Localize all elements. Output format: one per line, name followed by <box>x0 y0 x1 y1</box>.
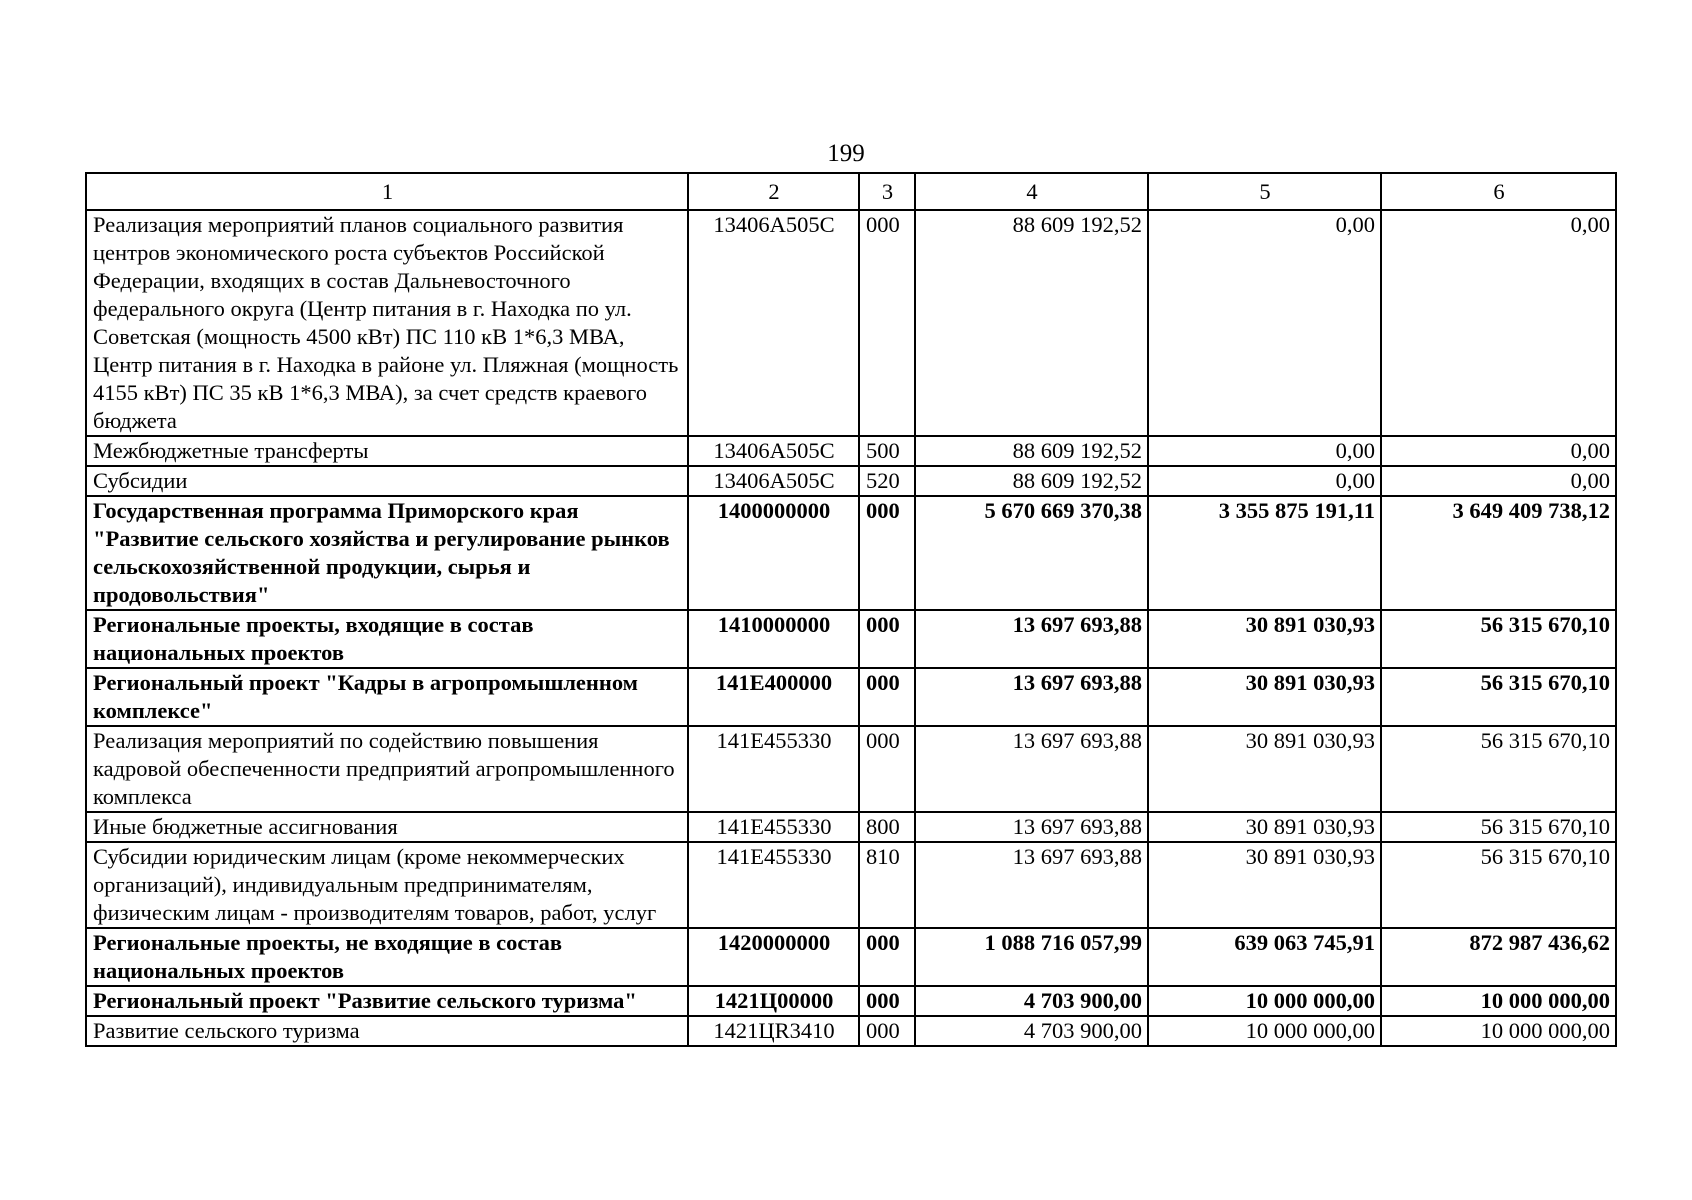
row-kind: 000 <box>859 726 915 812</box>
table-row <box>86 668 1616 726</box>
row-value-5: 0,00 <box>1148 466 1381 496</box>
row-value-4: 88 609 192,52 <box>915 466 1148 496</box>
row-name: Межбюджетные трансферты <box>86 436 688 466</box>
row-code: 141Е455330 <box>688 812 859 842</box>
row-kind: 000 <box>859 210 915 436</box>
column-header-1: 1 <box>86 173 688 210</box>
row-value-4: 88 609 192,52 <box>915 210 1148 436</box>
row-code: 141Е455330 <box>688 842 859 928</box>
row-value-6: 872 987 436,62 <box>1381 928 1616 986</box>
table-row <box>86 812 1616 842</box>
row-value-6: 0,00 <box>1381 210 1616 436</box>
row-code: 1421Ц00000 <box>688 986 859 1016</box>
row-code: 141Е400000 <box>688 668 859 726</box>
row-value-4: 13 697 693,88 <box>915 812 1148 842</box>
row-code: 1420000000 <box>688 928 859 986</box>
row-value-6: 0,00 <box>1381 436 1616 466</box>
budget-table <box>85 172 1617 1047</box>
column-header-3: 3 <box>859 173 915 210</box>
row-value-6: 56 315 670,10 <box>1381 610 1616 668</box>
row-code: 141Е455330 <box>688 726 859 812</box>
table-row <box>86 986 1616 1016</box>
row-kind: 000 <box>859 928 915 986</box>
row-kind: 500 <box>859 436 915 466</box>
row-value-6: 56 315 670,10 <box>1381 726 1616 812</box>
row-name: Государственная программа Приморского края "Развитие сельского хозяйства и регулирование рынков сельскохозяйственной продукции, сырья и продовольствия" <box>86 496 688 610</box>
table-row <box>86 210 1616 436</box>
row-value-5: 30 891 030,93 <box>1148 668 1381 726</box>
row-kind: 000 <box>859 668 915 726</box>
row-value-5: 639 063 745,91 <box>1148 928 1381 986</box>
row-value-4: 5 670 669 370,38 <box>915 496 1148 610</box>
row-code: 1410000000 <box>688 610 859 668</box>
row-code: 13406А505С <box>688 436 859 466</box>
row-name: Региональные проекты, не входящие в состав национальных проектов <box>86 928 688 986</box>
row-value-5: 0,00 <box>1148 436 1381 466</box>
row-kind: 000 <box>859 496 915 610</box>
row-code: 1421ЦR3410 <box>688 1016 859 1046</box>
row-value-5: 10 000 000,00 <box>1148 986 1381 1016</box>
row-value-4: 4 703 900,00 <box>915 1016 1148 1046</box>
page-number: 199 <box>827 140 865 167</box>
column-header-5: 5 <box>1148 173 1381 210</box>
table-row <box>86 842 1616 928</box>
row-code: 13406А505С <box>688 466 859 496</box>
row-value-6: 56 315 670,10 <box>1381 812 1616 842</box>
row-name: Региональные проекты, входящие в состав национальных проектов <box>86 610 688 668</box>
row-kind: 520 <box>859 466 915 496</box>
row-value-5: 30 891 030,93 <box>1148 726 1381 812</box>
column-header-6: 6 <box>1381 173 1616 210</box>
row-kind: 800 <box>859 812 915 842</box>
table-row <box>86 610 1616 668</box>
row-value-4: 13 697 693,88 <box>915 610 1148 668</box>
row-value-5: 10 000 000,00 <box>1148 1016 1381 1046</box>
row-value-6: 0,00 <box>1381 466 1616 496</box>
row-value-6: 10 000 000,00 <box>1381 1016 1616 1046</box>
row-value-6: 56 315 670,10 <box>1381 668 1616 726</box>
column-header-2: 2 <box>688 173 859 210</box>
row-value-5: 3 355 875 191,11 <box>1148 496 1381 610</box>
row-value-5: 30 891 030,93 <box>1148 610 1381 668</box>
row-value-4: 1 088 716 057,99 <box>915 928 1148 986</box>
header-row <box>86 173 1616 210</box>
row-value-6: 10 000 000,00 <box>1381 986 1616 1016</box>
row-code: 13406А505С <box>688 210 859 436</box>
row-value-5: 30 891 030,93 <box>1148 812 1381 842</box>
row-kind: 000 <box>859 610 915 668</box>
row-value-4: 88 609 192,52 <box>915 436 1148 466</box>
row-name: Региональный проект "Кадры в агропромышленном комплексе" <box>86 668 688 726</box>
table-row <box>86 496 1616 610</box>
row-value-4: 13 697 693,88 <box>915 668 1148 726</box>
table-row <box>86 1016 1616 1046</box>
row-name: Субсидии <box>86 466 688 496</box>
table-row <box>86 466 1616 496</box>
row-name: Реализация мероприятий планов социального развития центров экономического роста субъектов Российской Федерации, входящих в состав Дальневосточного федерального округа (Центр питания в г. Находка по ул. Советская (мощность 4500 кВт) ПС 110 кВ 1*6,3 МВА, Центр питания в г. Находка в районе ул. Пляжная (мощность 4155 кВт) ПС 35 кВ 1*6,3 МВА), за счет средств краевого бюджета <box>86 210 688 436</box>
row-code: 1400000000 <box>688 496 859 610</box>
row-value-4: 4 703 900,00 <box>915 986 1148 1016</box>
table-row <box>86 436 1616 466</box>
row-name: Субсидии юридическим лицам (кроме некоммерческих организаций), индивидуальным предпринимателям, физическим лицам - производителям товаров, работ, услуг <box>86 842 688 928</box>
row-value-4: 13 697 693,88 <box>915 842 1148 928</box>
row-value-5: 30 891 030,93 <box>1148 842 1381 928</box>
row-value-5: 0,00 <box>1148 210 1381 436</box>
row-name: Реализация мероприятий по содействию повышения кадровой обеспеченности предприятий агропромышленного комплекса <box>86 726 688 812</box>
row-value-4: 13 697 693,88 <box>915 726 1148 812</box>
row-kind: 810 <box>859 842 915 928</box>
row-name: Развитие сельского туризма <box>86 1016 688 1046</box>
row-name: Региональный проект "Развитие сельского туризма" <box>86 986 688 1016</box>
row-kind: 000 <box>859 986 915 1016</box>
column-header-4: 4 <box>915 173 1148 210</box>
row-value-6: 3 649 409 738,12 <box>1381 496 1616 610</box>
row-name: Иные бюджетные ассигнования <box>86 812 688 842</box>
row-kind: 000 <box>859 1016 915 1046</box>
table-row <box>86 928 1616 986</box>
table-row <box>86 726 1616 812</box>
row-value-6: 56 315 670,10 <box>1381 842 1616 928</box>
